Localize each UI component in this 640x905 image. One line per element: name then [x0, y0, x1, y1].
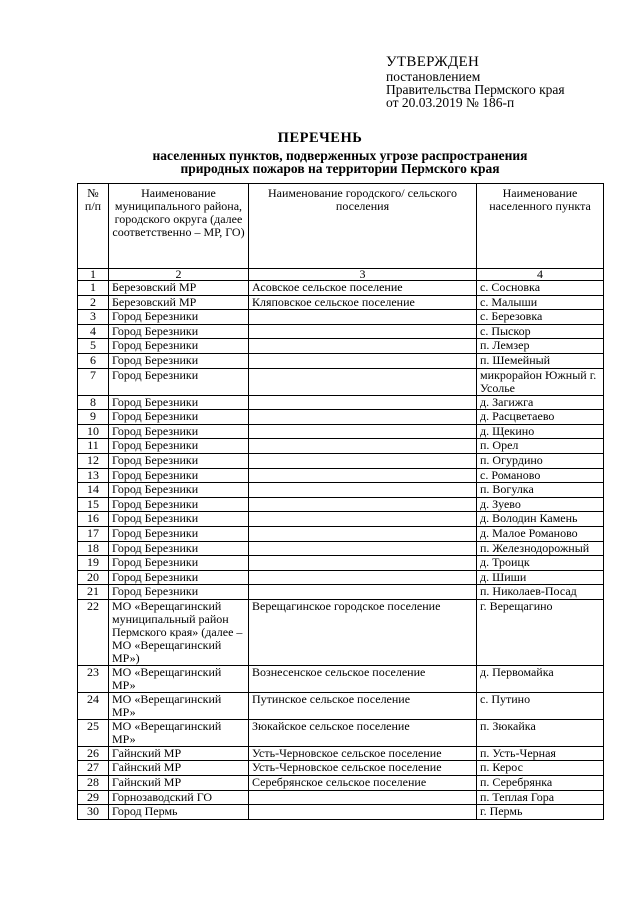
table-row [78, 776, 604, 791]
locality-cell: с. Березовка [477, 310, 604, 325]
locality-cell: с. Малыши [477, 295, 604, 310]
settlement-cell [249, 339, 477, 354]
district-cell: Город Березники [109, 368, 249, 395]
table-row [78, 585, 604, 600]
settlement-cell: Усть-Черновское сельское поселение [249, 761, 477, 776]
index-cell: 3 [249, 269, 477, 281]
table-row [78, 497, 604, 512]
settlement-cell [249, 324, 477, 339]
settlements-table [77, 183, 604, 820]
approval-line-2: Правительства Пермского края [386, 82, 565, 97]
row-number-cell: 18 [78, 541, 109, 556]
settlement-cell [249, 526, 477, 541]
settlement-cell [249, 585, 477, 600]
district-cell: Город Березники [109, 339, 249, 354]
table-row [78, 761, 604, 776]
district-cell: Город Березники [109, 512, 249, 527]
district-cell: Город Березники [109, 497, 249, 512]
locality-cell: д. Щекино [477, 424, 604, 439]
district-cell: Город Березники [109, 453, 249, 468]
table-row [78, 483, 604, 498]
table-row [78, 746, 604, 761]
row-number-cell: 24 [78, 692, 109, 719]
settlement-cell: Серебрянское сельское поселение [249, 776, 477, 791]
row-number-cell: 30 [78, 805, 109, 820]
index-cell: 2 [109, 269, 249, 281]
settlement-cell: Верещагинское городское поселение [249, 599, 477, 665]
header-locality: Наименование населенного пункта [477, 184, 604, 269]
settlement-cell [249, 439, 477, 454]
settlement-cell: Усть-Черновское сельское поселение [249, 746, 477, 761]
settlement-cell [249, 468, 477, 483]
row-number-cell: 20 [78, 570, 109, 585]
locality-cell: п. Шемейный [477, 353, 604, 368]
locality-cell: п. Лемзер [477, 339, 604, 354]
table-row [78, 310, 604, 325]
table-row [78, 339, 604, 354]
district-cell: Город Березники [109, 324, 249, 339]
table-row [78, 368, 604, 395]
district-cell: Город Березники [109, 424, 249, 439]
settlement-cell [249, 790, 477, 805]
row-number-cell: 22 [78, 599, 109, 665]
locality-cell: п. Огурдино [477, 453, 604, 468]
row-number-cell: 2 [78, 295, 109, 310]
row-number-cell: 27 [78, 761, 109, 776]
locality-cell: д. Малое Романово [477, 526, 604, 541]
locality-cell: п. Керос [477, 761, 604, 776]
table-row [78, 512, 604, 527]
locality-cell: п. Железнодорожный [477, 541, 604, 556]
approval-line-1: постановлением [386, 69, 481, 84]
district-cell: Город Березники [109, 526, 249, 541]
settlement-cell: Вознесенское сельское поселение [249, 665, 477, 692]
table-row [78, 692, 604, 719]
locality-cell: п. Усть-Черная [477, 746, 604, 761]
row-number-cell: 10 [78, 424, 109, 439]
table-row [78, 665, 604, 692]
table-row [78, 790, 604, 805]
locality-cell: д. Троицк [477, 556, 604, 571]
row-number-cell: 17 [78, 526, 109, 541]
settlement-cell [249, 570, 477, 585]
row-number-cell: 16 [78, 512, 109, 527]
district-cell: Город Березники [109, 541, 249, 556]
locality-cell: д. Зуево [477, 497, 604, 512]
row-number-cell: 14 [78, 483, 109, 498]
row-number-cell: 21 [78, 585, 109, 600]
settlement-cell [249, 556, 477, 571]
document-subtitle: населенных пунктов, подверженных угрозе распространения природных пожаров на территории Пермского края [152, 148, 528, 176]
settlement-cell [249, 512, 477, 527]
table-row [78, 424, 604, 439]
row-number-cell: 15 [78, 497, 109, 512]
table-row [78, 599, 604, 665]
document-title: ПЕРЕЧЕНЬ [277, 130, 363, 146]
table-row [78, 805, 604, 820]
row-number-cell: 29 [78, 790, 109, 805]
district-cell: Березовский МР [109, 295, 249, 310]
settlement-cell: Зюкайское сельское поселение [249, 719, 477, 746]
locality-cell: п. Николаев-Посад [477, 585, 604, 600]
settlement-cell [249, 497, 477, 512]
table-row [78, 410, 604, 425]
district-cell: Березовский МР [109, 281, 249, 296]
table-row [78, 324, 604, 339]
district-cell: Город Березники [109, 353, 249, 368]
approval-line-3: от 20.03.2019 № 186-п [386, 95, 515, 110]
locality-cell: с. Пыскор [477, 324, 604, 339]
district-cell: Гайнский МР [109, 776, 249, 791]
district-cell: Город Пермь [109, 805, 249, 820]
table-row [78, 453, 604, 468]
table-row [78, 439, 604, 454]
district-cell: Город Березники [109, 483, 249, 498]
locality-cell: с. Романово [477, 468, 604, 483]
table-row [78, 281, 604, 296]
table-row [78, 556, 604, 571]
locality-cell: д. Загижга [477, 395, 604, 410]
row-number-cell: 26 [78, 746, 109, 761]
locality-cell: г. Верещагино [477, 599, 604, 665]
locality-cell: п. Вогулка [477, 483, 604, 498]
district-cell: Горнозаводский ГО [109, 790, 249, 805]
settlement-cell [249, 805, 477, 820]
settlement-cell [249, 395, 477, 410]
row-number-cell: 25 [78, 719, 109, 746]
district-cell: МО «Верещагинский МР» [109, 665, 249, 692]
locality-cell: п. Серебрянка [477, 776, 604, 791]
table-row [78, 395, 604, 410]
locality-cell: д. Расцветаево [477, 410, 604, 425]
row-number-cell: 3 [78, 310, 109, 325]
district-cell: МО «Верещагинский МР» [109, 719, 249, 746]
row-number-cell: 9 [78, 410, 109, 425]
locality-cell: п. Орел [477, 439, 604, 454]
locality-cell: п. Теплая Гора [477, 790, 604, 805]
row-number-cell: 5 [78, 339, 109, 354]
table-body [78, 269, 604, 820]
column-index-row [78, 269, 604, 281]
district-cell: Город Березники [109, 439, 249, 454]
district-cell: Гайнский МР [109, 761, 249, 776]
settlement-cell [249, 353, 477, 368]
table-row [78, 353, 604, 368]
row-number-cell: 4 [78, 324, 109, 339]
district-cell: Гайнский МР [109, 746, 249, 761]
table-row [78, 468, 604, 483]
district-cell: Город Березники [109, 468, 249, 483]
district-cell: Город Березники [109, 410, 249, 425]
settlement-cell: Асовское сельское поселение [249, 281, 477, 296]
locality-cell: д. Володин Камень [477, 512, 604, 527]
table-row [78, 295, 604, 310]
approval-title: УТВЕРЖДЕН [386, 54, 480, 70]
settlement-cell [249, 410, 477, 425]
row-number-cell: 7 [78, 368, 109, 395]
row-number-cell: 23 [78, 665, 109, 692]
row-number-cell: 28 [78, 776, 109, 791]
row-number-cell: 11 [78, 439, 109, 454]
locality-cell: с. Сосновка [477, 281, 604, 296]
settlement-cell [249, 368, 477, 395]
locality-cell: п. Зюкайка [477, 719, 604, 746]
settlement-cell [249, 453, 477, 468]
district-cell: Город Березники [109, 310, 249, 325]
district-cell: МО «Верещагинский муниципальный район Пермского края» (далее – МО «Верещагинский МР») [109, 599, 249, 665]
settlement-cell: Путинское сельское поселение [249, 692, 477, 719]
settlement-cell [249, 424, 477, 439]
district-cell: Город Березники [109, 395, 249, 410]
index-cell: 1 [78, 269, 109, 281]
row-number-cell: 8 [78, 395, 109, 410]
district-cell: Город Березники [109, 556, 249, 571]
settlement-cell: Кляповское сельское поселение [249, 295, 477, 310]
table-row [78, 526, 604, 541]
approval-stamp [386, 56, 565, 109]
locality-cell: д. Первомайка [477, 665, 604, 692]
row-number-cell: 13 [78, 468, 109, 483]
locality-cell: д. Шиши [477, 570, 604, 585]
header-number: № п/п [78, 184, 109, 269]
settlement-cell [249, 541, 477, 556]
table-row [78, 719, 604, 746]
district-cell: Город Березники [109, 570, 249, 585]
table-header-row [78, 184, 604, 269]
settlement-cell [249, 310, 477, 325]
row-number-cell: 12 [78, 453, 109, 468]
locality-cell: микрорайон Южный г. Усолье [477, 368, 604, 395]
table-row [78, 541, 604, 556]
row-number-cell: 19 [78, 556, 109, 571]
district-cell: Город Березники [109, 585, 249, 600]
table-row [78, 570, 604, 585]
index-cell: 4 [477, 269, 604, 281]
settlement-cell [249, 483, 477, 498]
district-cell: МО «Верещагинский МР» [109, 692, 249, 719]
header-settlement: Наименование городского/ сельского поселения [249, 184, 477, 269]
header-district: Наименование муниципального района, городского округа (далее соответственно – МР, ГО) [109, 184, 249, 269]
locality-cell: г. Пермь [477, 805, 604, 820]
locality-cell: с. Путино [477, 692, 604, 719]
row-number-cell: 1 [78, 281, 109, 296]
row-number-cell: 6 [78, 353, 109, 368]
